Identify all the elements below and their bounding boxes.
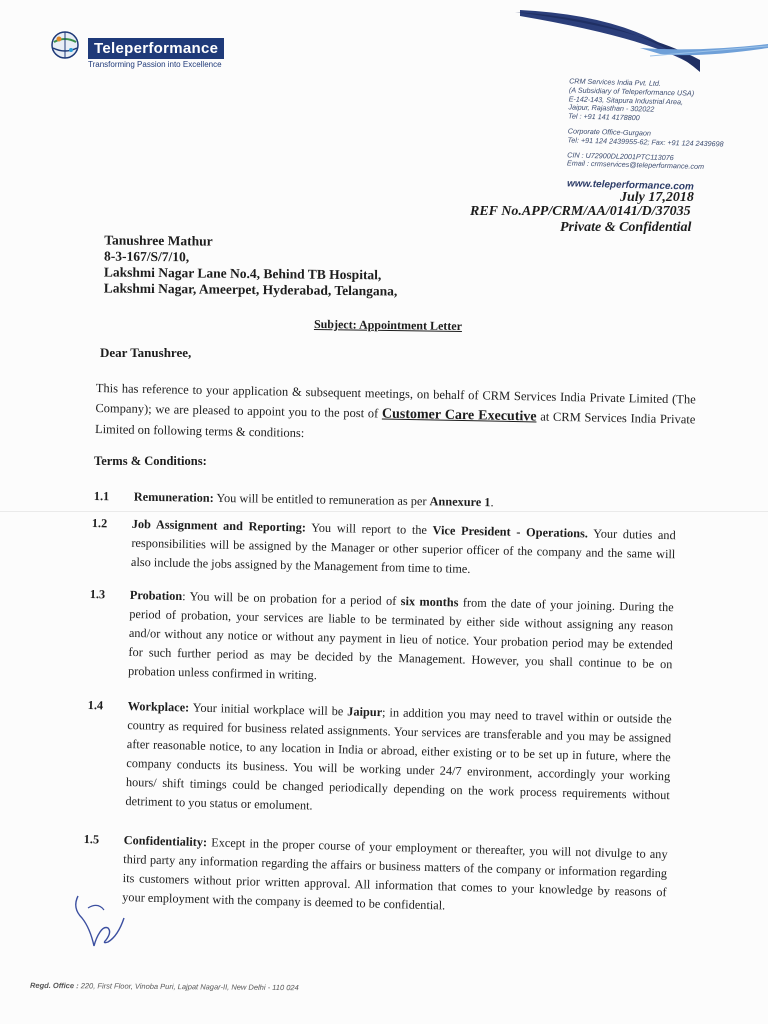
brand-name: Teleperformance <box>88 38 224 59</box>
clause-number: 1.3 <box>89 586 106 602</box>
clause-number: 1.2 <box>91 515 108 531</box>
recipient-name: Tanushree Mathur <box>104 232 213 249</box>
clause-title: Confidentiality: <box>123 833 208 850</box>
clause-title: Probation <box>129 587 183 604</box>
recipient-line: Lakshmi Nagar, Ameerpet, Hyderabad, Telangana, <box>103 280 398 299</box>
clause-text-after: from the date of your joining. During the period of probation, your services are liable to be terminated by either side without assigning any reason and/or without any notice or without any payment in lieu of notice. Your probation period may be extended for such further period as may be decided by the Management. However, you shall continue to be on probation unless confirmed in writing. <box>127 595 674 683</box>
clause-number: 1.4 <box>87 697 104 713</box>
recipient-address <box>104 232 398 299</box>
salutation: Dear Tanushree, <box>100 345 192 360</box>
clause-title: Job Assignment and Reporting: <box>131 516 307 535</box>
website-link[interactable]: www.teleperformance.com <box>566 178 695 193</box>
subject-line: Subject: Appointment Letter <box>313 316 463 334</box>
clause-text: You will report to the <box>311 520 428 538</box>
terms-heading: Terms & Conditions: <box>94 454 207 468</box>
corporate-line: CIN : U72900DL2001PTC113076 <box>567 149 674 162</box>
recipient-line: Lakshmi Nagar Lane No.4, Behind TB Hospital, <box>103 264 382 283</box>
clause-text: You will be entitled to remuneration as per <box>216 490 427 509</box>
intro-text: at CRM Services India Private Limited on following terms & conditions: <box>94 409 696 441</box>
globe-icon <box>48 28 82 62</box>
reference-number: REF No.APP/CRM/AA/0141/D/37035 <box>470 204 691 219</box>
brand-tagline: Transforming Passion into Excellence <box>88 60 222 69</box>
clause-bold: Annexure 1 <box>429 494 491 510</box>
position-title: Customer Care Executive <box>381 406 537 425</box>
address-line: Jaipur, Rajasthan - 302022 <box>568 102 655 115</box>
letter-date: July 17,2018 <box>620 190 694 205</box>
clause-number: 1.5 <box>83 831 100 847</box>
address-line: E-142-143, Sitapura Industrial Area, <box>568 93 684 106</box>
clause-text-after: . <box>490 495 494 510</box>
address-line: (A Subsidiary of Teleperformance USA) <box>568 85 695 98</box>
clause-title: Workplace: <box>127 698 190 715</box>
clause-text: Except in the proper course of your employment or thereafter, you will not divulge to any third party any information regarding the affairs or business matters of the company or information regarding its customers without prior written approval. All information that comes to your knowledge by reasons of your employment with the company is deemed to be confidential. <box>122 835 668 913</box>
company-address-block <box>567 77 768 173</box>
clause-text-after: Your duties and responsibilities will be assigned by the Manager or other superior officer of the company and the same will also include the jobs assigned by the Management from time to time. <box>130 526 676 576</box>
intro-text: This has reference to your application & subsequent meetings, on behalf of CRM Services India Private Limited (The Company); we are pleased to appoint you to the post of <box>95 380 696 421</box>
clause-number: 1.1 <box>93 488 110 504</box>
handwritten-signature <box>68 888 138 958</box>
clause-text: : You will be on probation for a period of <box>182 589 397 608</box>
clause-bold: six months <box>400 594 459 610</box>
clause-text: Your initial workplace will be <box>192 700 344 719</box>
address-line: Tel : +91 141 4178800 <box>568 111 640 123</box>
footer-address: 220, First Floor, Vinoba Puri, Lajpat Nagar-II, New Delhi - 110 024 <box>80 981 299 993</box>
corporate-line: Corporate Office-Gurgaon <box>567 126 652 138</box>
recipient-line: 8-3-167/S/7/10, <box>104 248 190 265</box>
clause-bold: Vice President - Operations. <box>432 523 589 541</box>
corporate-line: Email : crmservices@teleperformance.com <box>566 158 705 172</box>
registered-office-footer <box>30 981 299 992</box>
clause-bold: Jaipur <box>347 704 383 720</box>
confidential-label: Private & Confidential <box>560 220 692 235</box>
clause-title: Remuneration: <box>133 489 214 505</box>
footer-label: Regd. Office : <box>29 980 79 991</box>
intro-paragraph <box>95 378 696 451</box>
clause-text-after: ; in addition you may need to travel within or outside the country as required for business related assignments. Your services are transferable and you may be assigned after reasonable notice, to any location in India or abroad, either existing or to be set up in future, where the company conducts its business. You will be working under 24/7 environment, accordingly your working hours/ shift timings could be changed periodically depending on the work process requirements without detriment to you status or emolument. <box>125 705 672 813</box>
corporate-line: Tel: +91 124 2439955-62; Fax: +91 124 2439698 <box>567 135 724 149</box>
address-line: CRM Services India Pvt. Ltd. <box>569 76 662 88</box>
